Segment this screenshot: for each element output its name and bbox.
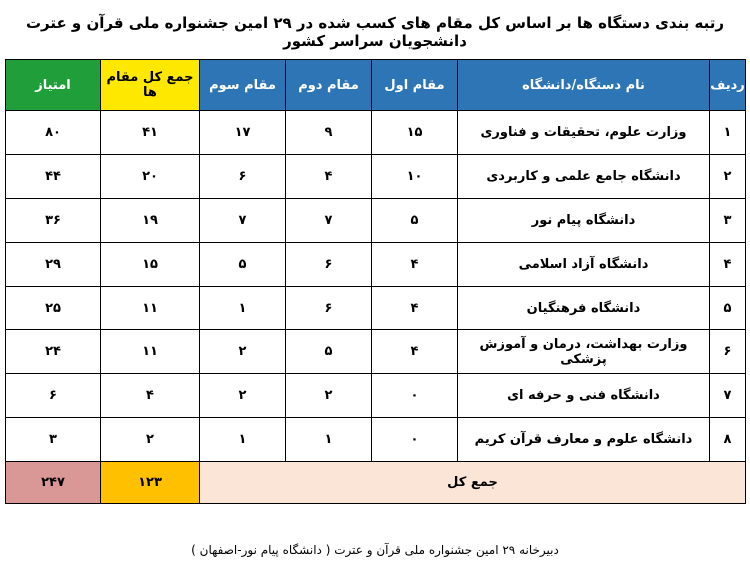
table-row (6, 330, 746, 374)
page-title: رتبه بندی دستگاه ها بر اساس کل مقام های کسب شده در ۲۹ امین جشنواره ملی قرآن و عترت دانشجویان سراسر کشور (25, 14, 725, 50)
cell-rank: ۲ (710, 154, 746, 198)
cell-second: ۵ (286, 330, 372, 374)
header-row (6, 60, 746, 111)
cell-rank: ۵ (710, 286, 746, 330)
cell-score: ۲۹ (6, 242, 101, 286)
cell-first: ۴ (372, 242, 458, 286)
cell-name: دانشگاه جامع علمی و کاربردی (458, 154, 710, 198)
cell-first: ۱۵ (372, 111, 458, 155)
cell-rank: ۷ (710, 374, 746, 418)
cell-second: ۷ (286, 198, 372, 242)
cell-sum: ۴۱ (101, 111, 200, 155)
header-score: امتیاز (6, 60, 101, 111)
cell-sum: ۱۱ (101, 330, 200, 374)
cell-second: ۴ (286, 154, 372, 198)
cell-second: ۶ (286, 242, 372, 286)
total-score: ۲۴۷ (6, 462, 101, 504)
cell-third: ۲ (200, 330, 286, 374)
cell-first: ۱۰ (372, 154, 458, 198)
header-first: مقام اول (372, 60, 458, 111)
table-row (6, 198, 746, 242)
cell-second: ۲ (286, 374, 372, 418)
total-label: جمع کل (200, 462, 746, 504)
cell-sum: ۱۱ (101, 286, 200, 330)
table-row (6, 418, 746, 462)
cell-second: ۱ (286, 418, 372, 462)
cell-first: ۰ (372, 418, 458, 462)
cell-name: دانشگاه آزاد اسلامی (458, 242, 710, 286)
cell-third: ۱۷ (200, 111, 286, 155)
header-second: مقام دوم (286, 60, 372, 111)
table-row (6, 374, 746, 418)
ranking-table (5, 59, 746, 504)
cell-name: دانشگاه علوم و معارف قرآن کریم (458, 418, 710, 462)
cell-first: ۴ (372, 286, 458, 330)
header-rank: ردیف (710, 60, 746, 111)
cell-score: ۲۵ (6, 286, 101, 330)
cell-name: وزارت بهداشت، درمان و آموزش پزشکی (458, 330, 710, 374)
cell-third: ۶ (200, 154, 286, 198)
header-name: نام دستگاه/دانشگاه (458, 60, 710, 111)
cell-third: ۱ (200, 286, 286, 330)
cell-third: ۲ (200, 374, 286, 418)
cell-third: ۷ (200, 198, 286, 242)
header-sum: جمع کل مقام ها (101, 60, 200, 111)
cell-score: ۴۴ (6, 154, 101, 198)
cell-name: دانشگاه فنی و حرفه ای (458, 374, 710, 418)
cell-second: ۹ (286, 111, 372, 155)
cell-third: ۱ (200, 418, 286, 462)
cell-sum: ۲۰ (101, 154, 200, 198)
cell-name: وزارت علوم، تحقیقات و فناوری (458, 111, 710, 155)
cell-first: ۵ (372, 198, 458, 242)
cell-sum: ۲ (101, 418, 200, 462)
header-third: مقام سوم (200, 60, 286, 111)
total-sum: ۱۲۳ (101, 462, 200, 504)
cell-sum: ۴ (101, 374, 200, 418)
footer-note: دبیرخانه ۲۹ امین جشنواره ملی قرآن و عترت ( دانشگاه پیام نور-اصفهان ) (191, 543, 559, 557)
total-row (6, 462, 746, 504)
cell-score: ۶ (6, 374, 101, 418)
cell-second: ۶ (286, 286, 372, 330)
cell-rank: ۸ (710, 418, 746, 462)
cell-score: ۳۶ (6, 198, 101, 242)
table-row (6, 242, 746, 286)
table-row (6, 111, 746, 155)
cell-third: ۵ (200, 242, 286, 286)
cell-rank: ۴ (710, 242, 746, 286)
cell-rank: ۱ (710, 111, 746, 155)
cell-first: ۰ (372, 374, 458, 418)
cell-sum: ۱۵ (101, 242, 200, 286)
cell-score: ۸۰ (6, 111, 101, 155)
cell-rank: ۳ (710, 198, 746, 242)
cell-score: ۳ (6, 418, 101, 462)
cell-name: دانشگاه پیام نور (458, 198, 710, 242)
table-row (6, 286, 746, 330)
cell-rank: ۶ (710, 330, 746, 374)
cell-score: ۲۴ (6, 330, 101, 374)
table-row (6, 154, 746, 198)
cell-first: ۴ (372, 330, 458, 374)
cell-sum: ۱۹ (101, 198, 200, 242)
cell-name: دانشگاه فرهنگیان (458, 286, 710, 330)
